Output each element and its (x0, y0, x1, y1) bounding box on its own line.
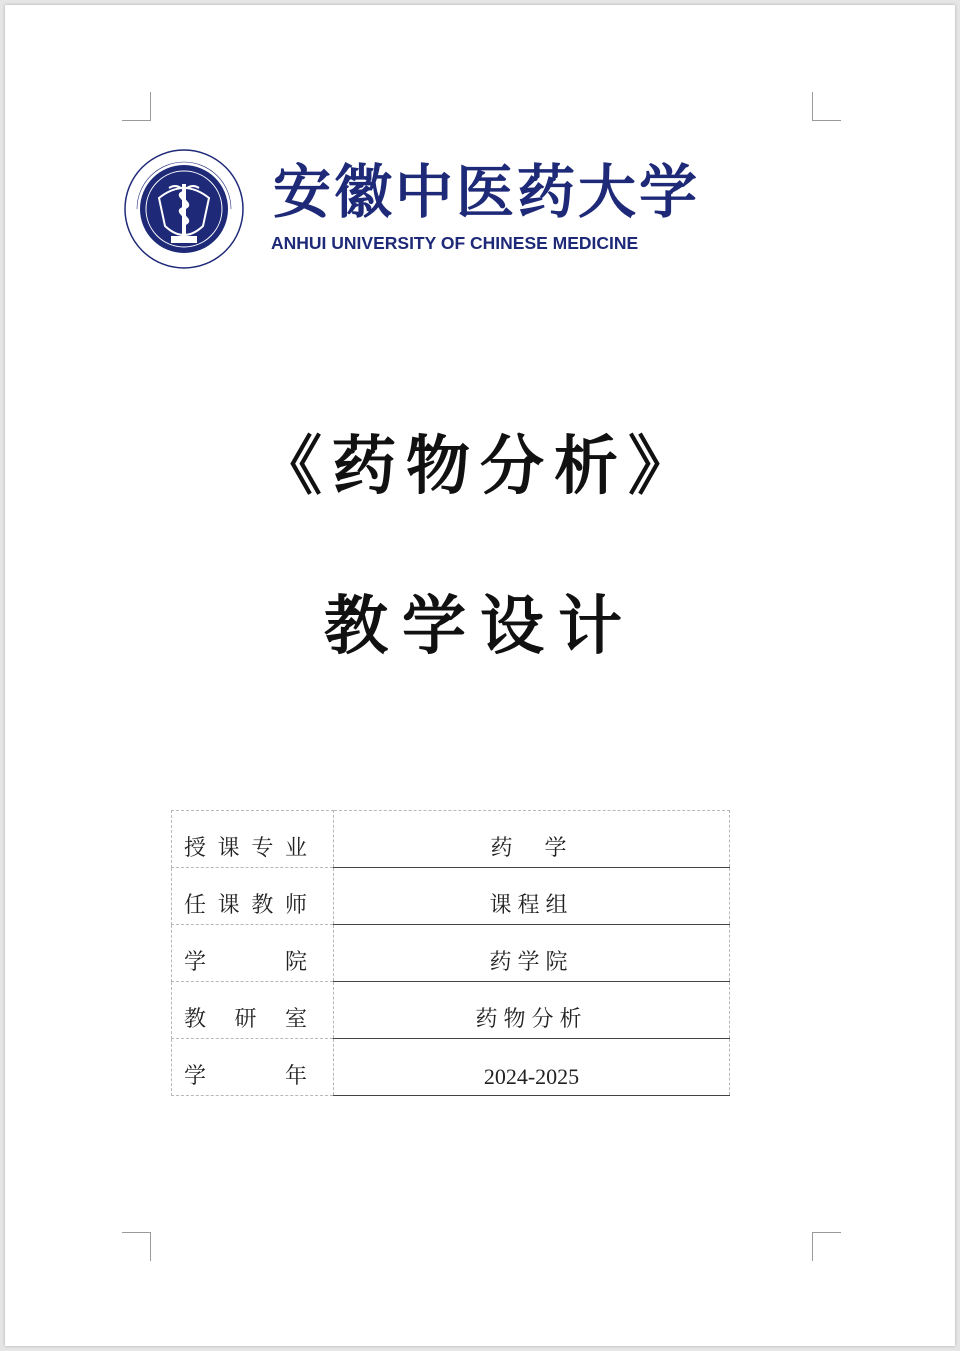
row-label: 授课专业 (172, 811, 334, 868)
crop-mark-top-left (122, 92, 151, 121)
row-value: 药学院 (334, 925, 730, 982)
table-row (172, 811, 730, 868)
course-title: 《药物分析》 (258, 429, 702, 504)
row-label-text: 教研室 (184, 1007, 309, 1032)
crop-mark-bottom-left (122, 1232, 151, 1261)
table-row (172, 1039, 730, 1096)
row-value: 药物分析 (334, 982, 730, 1039)
row-label: 学院 (172, 925, 334, 982)
document-title: 教学设计 (324, 589, 636, 664)
row-label: 任课教师 (172, 868, 334, 925)
row-value: 2024-2025 (334, 1039, 730, 1096)
document-page (5, 5, 955, 1346)
university-seal-icon (123, 148, 245, 270)
row-value: 课程组 (334, 868, 730, 925)
row-label: 学年 (172, 1039, 334, 1096)
table-row (172, 868, 730, 925)
row-value: 药 学 (334, 811, 730, 868)
info-table (171, 810, 730, 1096)
table-row (172, 925, 730, 982)
crop-mark-top-right (812, 92, 841, 121)
table-row (172, 982, 730, 1039)
university-name-cn: 安徽中医药大学 (273, 158, 701, 226)
row-label (172, 982, 334, 1039)
crop-mark-bottom-right (812, 1232, 841, 1261)
university-name-en: ANHUI UNIVERSITY OF CHINESE MEDICINE (271, 233, 639, 253)
